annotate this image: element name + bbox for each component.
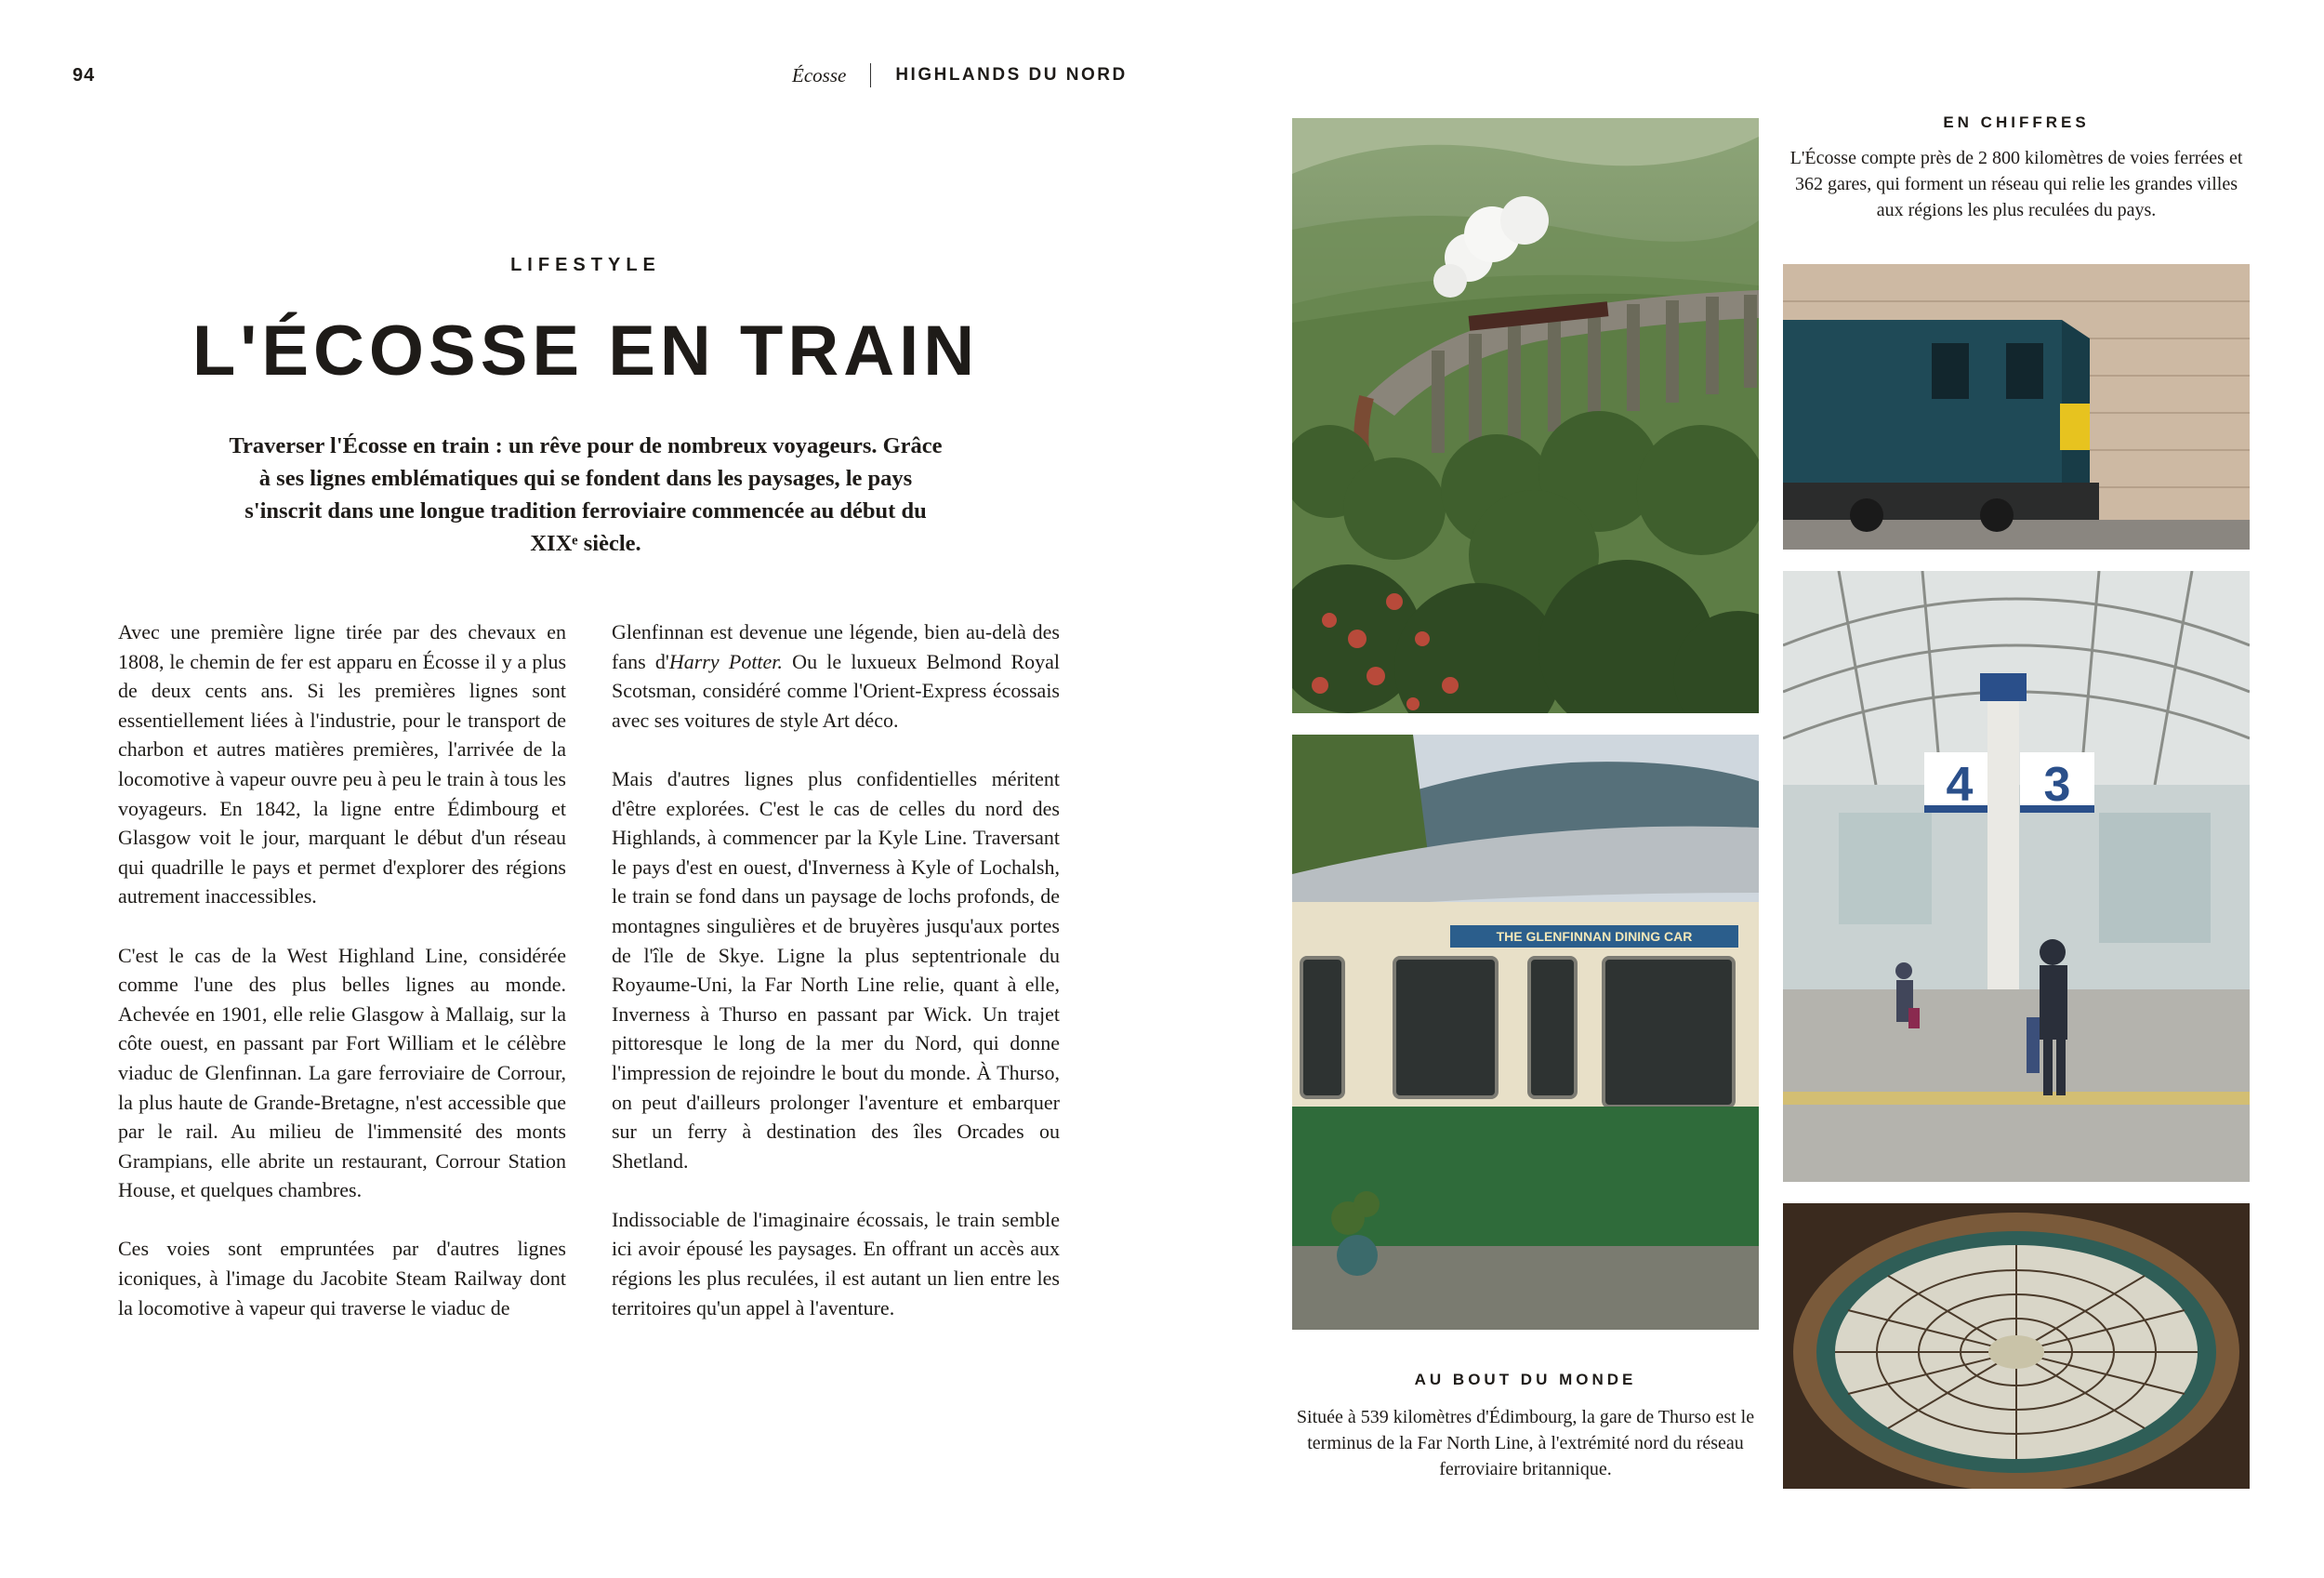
page-number: 94: [73, 65, 96, 86]
platform-sign-4: 4: [1946, 758, 1974, 812]
running-header: [792, 63, 1128, 87]
platform-sign-3: 3: [2043, 758, 2071, 812]
locomotive-illustration: [1783, 264, 2250, 550]
body-paragraph: Mais d'autres lignes plus confidentielles méritent d'être explorées. C'est le cas de celles du nord des Highlands, à commencer par la Kyle Line. Traversant le pays d'est en ouest, d'Inverness à Kyle of Lochalsh, le train se fond dans un paysage de lochs profonds, de montagnes singulières et de bruyères jusqu'aux portes de l'île de Skye. Ligne la plus septentrionale du Royaume-Uni, la Far North Line relie, quant à elle, Inverness à Thurso en passant par Wick. Un trajet pittoresque le long de la mer du Nord, qui donne l'impression de rejoindre le bout du monde. À Thurso, on peut d'ailleurs prolonger l'aventure et embarquer sur un ferry à destination des îles Orcades ou Shetland.: [612, 766, 1060, 1173]
photo-glenfinnan-viaduct: [1292, 118, 1759, 713]
body-column-left: [118, 617, 566, 1352]
photo-station-platforms: [1783, 571, 2250, 1182]
caption-text: Située à 539 kilomètres d'Édimbourg, la gare de Thurso est le terminus de la Far North Line, à l'extrémité nord du réseau ferroviaire britannique.: [1296, 1407, 1755, 1479]
body-paragraph: [612, 617, 1060, 735]
photo-locomotive: [1783, 264, 2250, 550]
photo-glass-dome: [1783, 1203, 2250, 1489]
figures-title: EN CHIFFRES: [1943, 113, 2090, 131]
article-headline: L'ÉCOSSE EN TRAIN: [191, 312, 980, 391]
dome-illustration: [1783, 1203, 2250, 1489]
body-paragraph: Ces voies sont empruntées par d'autres lignes iconiques, à l'image du Jacobite Steam Railway dont la locomotive à vapeur qui traverse le viaduc de: [118, 1237, 566, 1319]
station-illustration: [1783, 571, 2250, 1182]
header-divider: [870, 63, 871, 87]
viaduct-illustration: [1292, 118, 1759, 713]
body-paragraph: C'est le cas de la West Highland Line, considérée comme l'une des plus belles lignes au monde. Achevée en 1901, elle relie Glasgow à Mallaig, sur la côte ouest, en passant par Fort William et le célèbre viaduc de Glenfinnan. La gare ferroviaire de Corrour, la plus haute de Grande-Bretagne, n'est accessible que par le rail. Au milieu de l'immensité des monts Grampians, elle abrite un restaurant, Corrour Station House, et quelques chambres.: [118, 943, 566, 1202]
article-standfirst: Traverser l'Écosse en train : un rêve pour de nombreux voyageurs. Grâce à ses lignes emblématiques qui se fondent dans les paysages, le pays s'inscrit dans une longue tradition ferroviaire commencée au début du XIXᵉ siècle.: [229, 433, 943, 556]
body-paragraph: Indissociable de l'imaginaire écossais, le train semble ici avoir épousé les paysages. En offrant un accès aux régions les plus reculées, il est autant un lien entre les territoires qu'un appel à l'aventure.: [612, 1207, 1060, 1319]
running-header-country: Écosse: [792, 63, 847, 86]
photo-dining-car: [1292, 735, 1759, 1330]
caption-title: AU BOUT DU MONDE: [1414, 1371, 1637, 1388]
body-column-right: [612, 617, 1060, 1352]
body-paragraph: Avec une première ligne tirée par des chevaux en 1808, le chemin de fer est apparu en Écosse il y a plus de deux cents ans. Si les premières lignes sont essentiellement liées à l'industrie, pour le transport de charbon et autres matières premières, l'arrivée de la locomotive à vapeur ouvre peu à peu le train à tous les voyageurs. En 1842, la ligne entre Édimbourg et Glasgow voit le jour, marquant le début d'un réseau qui quadrille le pays et permet d'explorer des régions autrement inaccessibles.: [118, 620, 566, 908]
dining-car-illustration: [1292, 735, 1759, 1330]
figures-text: L'Écosse compte près de 2 800 kilomètres de voies ferrées et 362 gares, qui forment un réseau qui relie les grandes villes aux régions les plus reculées du pays.: [1789, 148, 2243, 220]
article-kicker: LIFESTYLE: [510, 255, 661, 275]
book-title: Harry Potter.: [668, 649, 783, 673]
running-header-section: HIGHLANDS DU NORD: [895, 65, 1128, 85]
body-text: Ou le luxueux Belmond Royal Scotsman, considéré comme l'Orient-Express écossais avec ses voitures de style Art déco.: [612, 649, 1060, 732]
dining-car-sign: THE GLENFINNAN DINING CAR: [1496, 929, 1693, 944]
body-text: Glenfinnan est devenue une légende, bien au-delà des fans d': [612, 620, 1060, 673]
